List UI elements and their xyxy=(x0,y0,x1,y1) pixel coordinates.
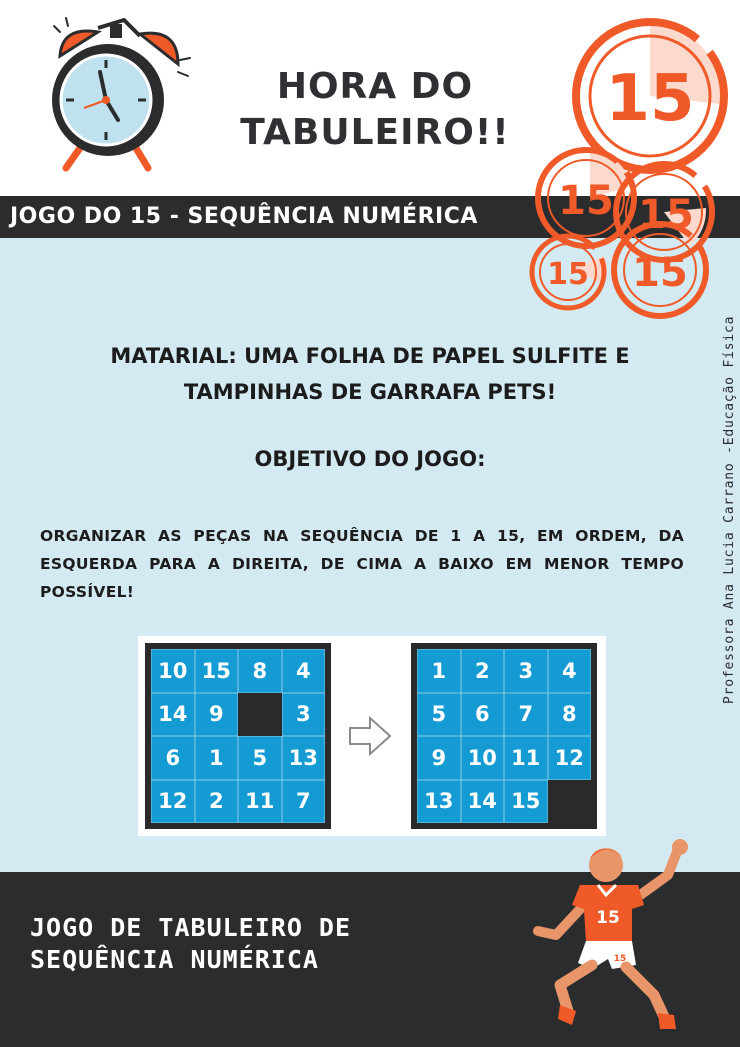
author-credit: Professora Ana Lucia Carrano -Educação Física xyxy=(722,315,737,704)
solved-tile: 5 xyxy=(417,693,461,737)
solved-tile: 10 xyxy=(461,736,505,780)
arrow-right-icon xyxy=(344,712,396,760)
objetivo-heading: OBJETIVO DO JOGO: xyxy=(254,447,486,471)
title-line-1: HORA DO xyxy=(276,66,474,107)
badge-large xyxy=(576,22,724,170)
puzzle-board-start xyxy=(145,643,331,829)
start-tile: 13 xyxy=(282,736,326,780)
start-tile: 9 xyxy=(195,693,239,737)
solved-tile: 8 xyxy=(548,693,592,737)
start-tile: 14 xyxy=(151,693,195,737)
puzzle-illustration xyxy=(138,636,606,836)
objetivo-description: ORGANIZAR AS PEÇAS NA SEQUÊNCIA DE 1 A 15, EM ORDEM, DA ESQUERDA PARA A DIREITA, DE CIMA A BAIXO EM MENOR TEMPO POSSÍVEL! xyxy=(40,527,684,601)
jersey-number: 15 xyxy=(596,908,620,928)
puzzle-grid-start xyxy=(151,649,325,823)
solved-tile: 14 xyxy=(461,780,505,824)
footer-title xyxy=(30,912,430,976)
solved-tile: 9 xyxy=(417,736,461,780)
material-text xyxy=(40,338,700,410)
page-title xyxy=(190,64,560,156)
solved-tile: 6 xyxy=(461,693,505,737)
start-empty-slot xyxy=(238,693,282,737)
solved-empty-slot xyxy=(548,780,592,824)
badge-small-1-number: 15 xyxy=(558,178,614,224)
section-band-title: JOGO DO 15 - SEQUÊNCIA NUMÉRICA xyxy=(10,204,478,229)
material-line-1: MATARIAL: UMA FOLHA DE PAPEL SULFITE E xyxy=(110,344,630,368)
alarm-clock-icon xyxy=(40,8,200,178)
start-tile: 3 xyxy=(282,693,326,737)
puzzle-grid-solved xyxy=(417,649,591,823)
material-line-2: TAMPINHAS DE GARRAFA PETS! xyxy=(183,380,557,404)
start-tile: 7 xyxy=(282,780,326,824)
start-tile: 12 xyxy=(151,780,195,824)
solved-tile: 15 xyxy=(504,780,548,824)
start-tile: 2 xyxy=(195,780,239,824)
footer-title-line-2: SEQUÊNCIA NUMÉRICA xyxy=(30,945,319,974)
badge-large-number: 15 xyxy=(605,62,695,136)
shorts-number: 15 xyxy=(613,954,627,964)
badge-small-4-number: 15 xyxy=(632,250,688,296)
solved-tile: 12 xyxy=(548,736,592,780)
badge-small-2-number: 15 xyxy=(638,192,694,238)
number-15-badges-icon xyxy=(520,8,740,328)
start-tile: 4 xyxy=(282,649,326,693)
badge-small-3 xyxy=(532,236,607,308)
start-tile: 6 xyxy=(151,736,195,780)
solved-tile: 2 xyxy=(461,649,505,693)
solved-tile: 4 xyxy=(548,649,592,693)
solved-tile: 11 xyxy=(504,736,548,780)
puzzle-board-solved xyxy=(411,643,597,829)
start-tile: 8 xyxy=(238,649,282,693)
solved-tile: 1 xyxy=(417,649,461,693)
soccer-player-illustration xyxy=(520,835,700,1035)
solved-tile: 13 xyxy=(417,780,461,824)
footer-title-line-1: JOGO DE TABULEIRO DE xyxy=(30,913,352,942)
start-tile: 1 xyxy=(195,736,239,780)
solved-tile: 3 xyxy=(504,649,548,693)
solved-tile: 7 xyxy=(504,693,548,737)
title-line-2: TABULEIRO!! xyxy=(240,112,510,153)
start-tile: 10 xyxy=(151,649,195,693)
start-tile: 5 xyxy=(238,736,282,780)
start-tile: 15 xyxy=(195,649,239,693)
start-tile: 11 xyxy=(238,780,282,824)
badge-small-3-number: 15 xyxy=(547,257,589,292)
